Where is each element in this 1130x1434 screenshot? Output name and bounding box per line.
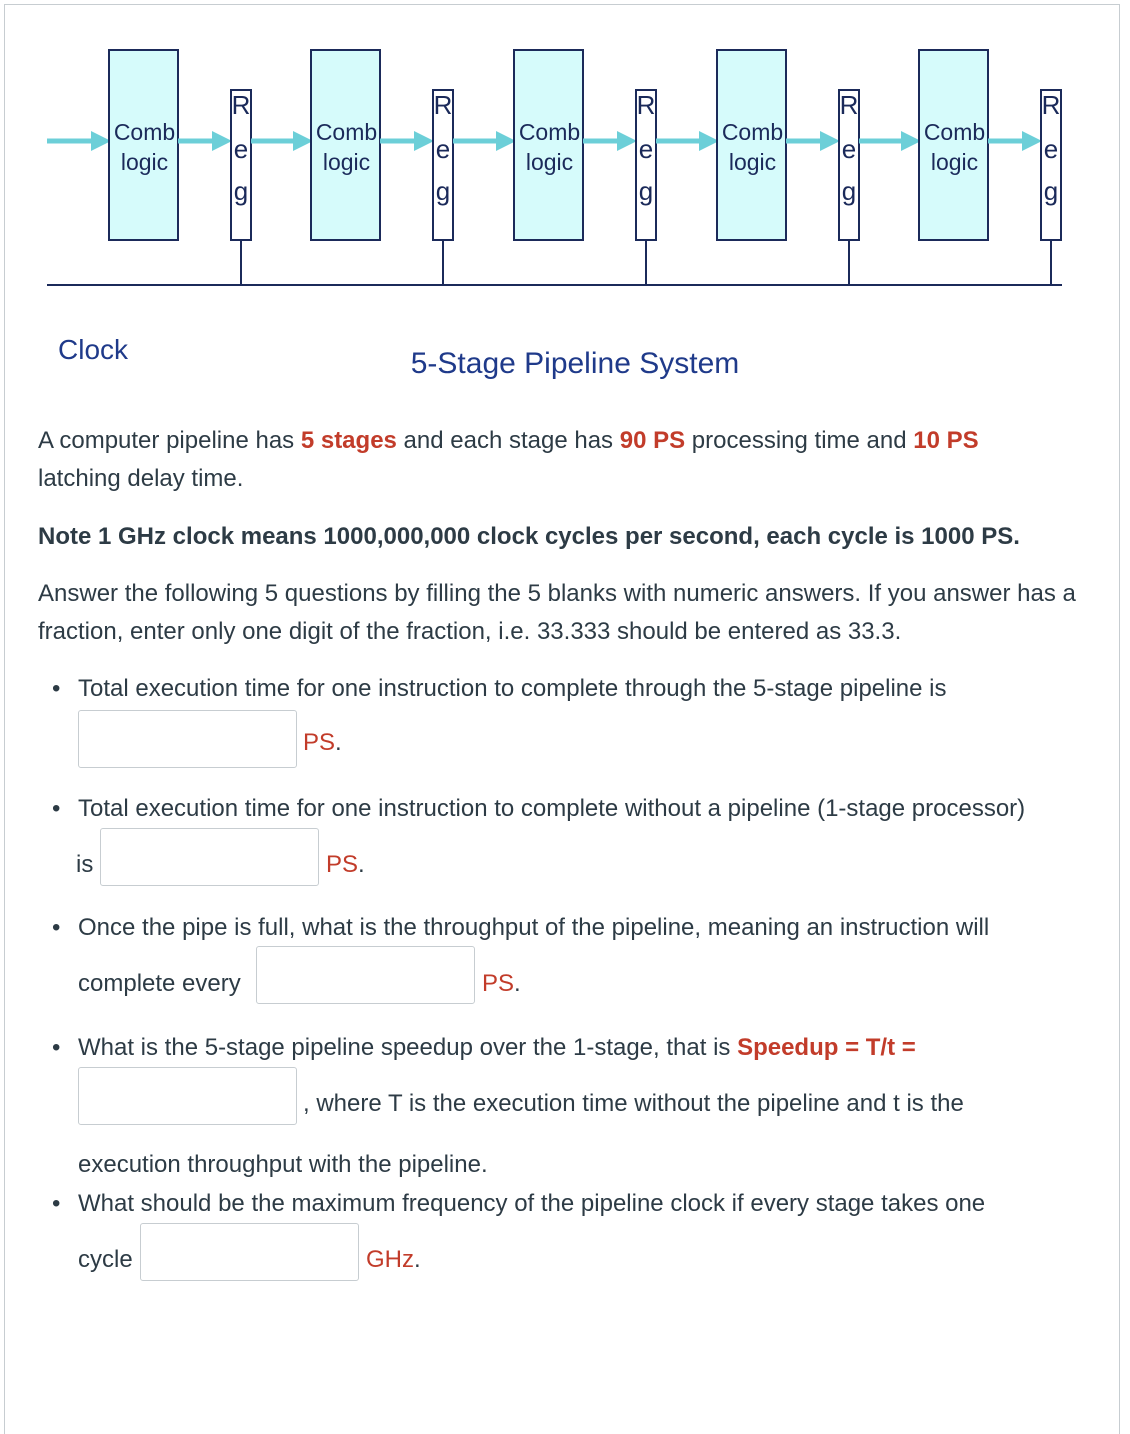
register-letter: R	[1041, 90, 1061, 120]
note-text: Note 1 GHz clock means 1000,000,000 clock cycles per second, each cycle is 1000 PS.	[38, 523, 1020, 550]
stages-highlight: 5 stages	[300, 427, 397, 454]
answer-1-unit: PS.	[303, 729, 342, 756]
question-4-continued-2: execution throughput with the pipeline.	[78, 1151, 488, 1178]
question-3-prefix: complete every	[78, 970, 241, 997]
register-letter: e	[435, 134, 451, 164]
question-5-text: What should be the maximum frequency of the pipeline clock if every stage takes one	[78, 1190, 986, 1217]
answer-2-unit: PS.	[326, 851, 365, 878]
bullet-icon: •	[52, 795, 61, 822]
bullet-icon: •	[52, 914, 61, 941]
diagram-title: 5-Stage Pipeline System	[410, 347, 740, 380]
register-letter: g	[841, 176, 857, 206]
data-arrow	[786, 131, 840, 151]
question-1-text: Total execution time for one instruction to complete through the 5-stage pipeline is	[78, 675, 947, 702]
instructions-text: Answer the following 5 questions by filling the 5 blanks with numeric answers. If you answer has a fraction, enter only one digit of the fraction, i.e. 33.333 should be entered as 33.3.	[38, 580, 1076, 645]
question-4-continued: , where T is the execution time without the pipeline and t is the	[303, 1090, 964, 1117]
comb-logic-label: Comb	[721, 119, 784, 145]
comb-logic-label: Comb	[113, 119, 176, 145]
comb-logic-label: Comb	[518, 119, 581, 145]
pipeline-diagram	[0, 0, 1130, 400]
question-2-text: Total execution time for one instruction to complete without a pipeline (1-stage processor)	[78, 795, 1026, 822]
question-3-text: Once the pipe is full, what is the throughput of the pipeline, meaning an instruction will	[78, 914, 990, 941]
comb-logic-label: logic	[120, 149, 169, 175]
comb-logic-block-4	[717, 50, 786, 240]
comb-logic-block-2	[311, 50, 380, 240]
comb-logic-block-3	[514, 50, 583, 240]
processing-time-highlight: 90 PS	[619, 427, 686, 454]
register-letter: R	[839, 90, 859, 120]
register-letter: g	[1043, 176, 1059, 206]
answer-4-input[interactable]	[78, 1067, 297, 1125]
bullet-icon: •	[52, 1034, 61, 1061]
data-arrow	[583, 131, 637, 151]
register-letter: e	[1043, 134, 1059, 164]
register-letter: g	[233, 176, 249, 206]
question-4-text: What is the 5-stage pipeline speedup over the 1-stage, that is Speedup = T/t =	[78, 1034, 916, 1061]
data-arrow	[380, 131, 434, 151]
intro-paragraph: A computer pipeline has 5 stages and each stage has 90 PS processing time and 10 PS latching delay time.	[38, 427, 979, 492]
register-letter: R	[231, 90, 251, 120]
data-arrow	[859, 131, 921, 151]
register-letter: g	[435, 176, 451, 206]
answer-3-input[interactable]	[256, 946, 475, 1004]
comb-logic-label: logic	[322, 149, 371, 175]
comb-logic-label: logic	[930, 149, 979, 175]
comb-logic-block-1	[109, 50, 178, 240]
register-letter: e	[841, 134, 857, 164]
answer-3-unit: PS.	[482, 970, 521, 997]
data-arrow	[988, 131, 1042, 151]
data-arrow	[178, 131, 232, 151]
register-letter: R	[433, 90, 453, 120]
register-letter: e	[638, 134, 654, 164]
comb-logic-label: Comb	[315, 119, 378, 145]
comb-logic-block-5	[919, 50, 988, 240]
data-arrow	[251, 131, 313, 151]
input-arrow	[47, 131, 111, 151]
answer-5-unit: GHz.	[366, 1246, 421, 1273]
register-letter: e	[233, 134, 249, 164]
question-2-prefix: is	[76, 851, 94, 878]
register-letter: g	[638, 176, 654, 206]
question-5-prefix: cycle	[78, 1246, 133, 1273]
comb-logic-label: logic	[525, 149, 574, 175]
register-letter: R	[636, 90, 656, 120]
answer-5-input[interactable]	[140, 1223, 359, 1281]
latch-delay-highlight: 10 PS	[913, 427, 979, 454]
data-arrow	[453, 131, 516, 151]
data-arrow	[656, 131, 719, 151]
speedup-formula: Speedup = T/t =	[737, 1034, 916, 1061]
comb-logic-label: logic	[728, 149, 777, 175]
answer-1-input[interactable]	[78, 710, 297, 768]
answer-2-input[interactable]	[100, 828, 319, 886]
bullet-icon: •	[52, 675, 61, 702]
comb-logic-label: Comb	[923, 119, 986, 145]
bullet-icon: •	[52, 1190, 61, 1217]
clock-label: Clock	[58, 334, 129, 365]
